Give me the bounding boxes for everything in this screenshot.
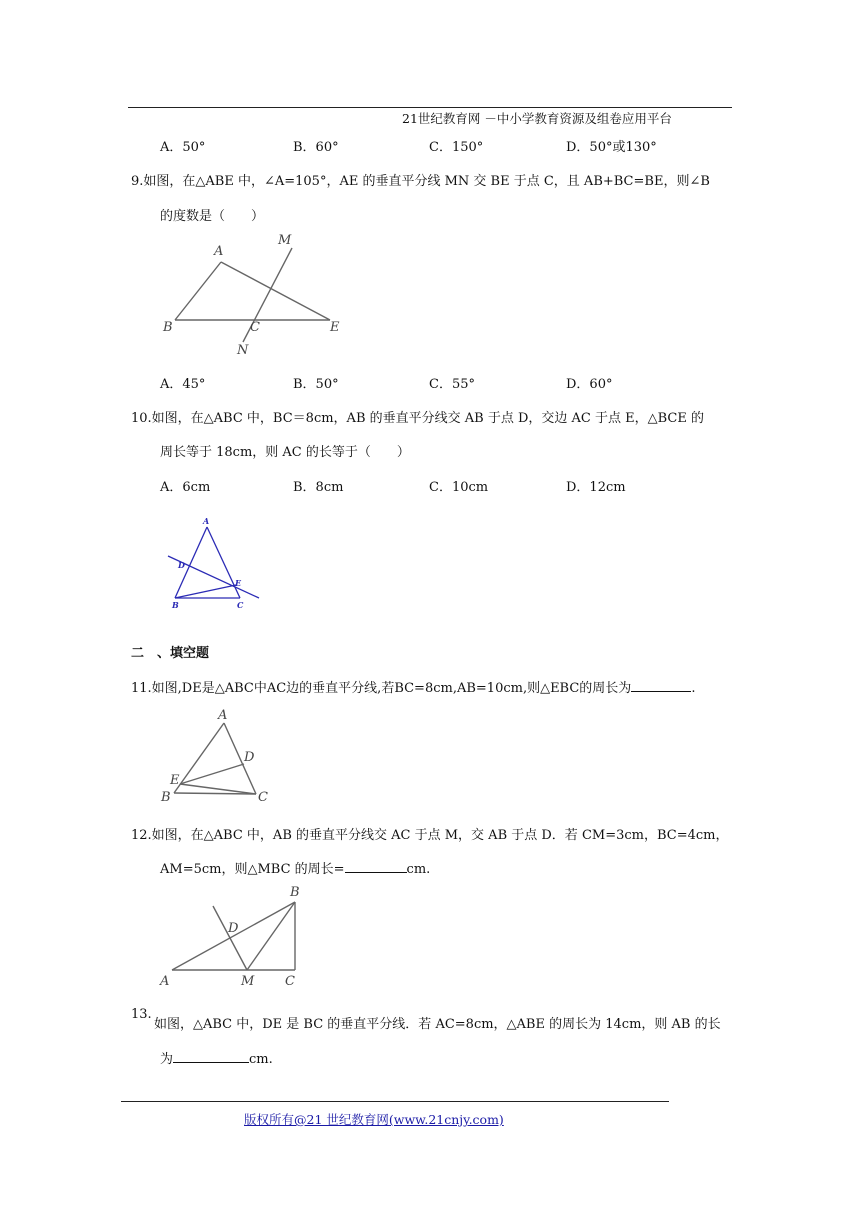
q10-stem-line1: 10.如图，在△ABC 中，BC＝8cm，AB 的垂直平分线交 AB 于点 D，交边 AC 于点 E，△BCE 的 bbox=[131, 411, 704, 426]
q11-segment-ab bbox=[174, 723, 224, 793]
q12-answer-blank[interactable] bbox=[345, 860, 407, 873]
q9-label-m: M bbox=[278, 233, 292, 248]
q13-unit: cm. bbox=[249, 1052, 273, 1067]
q9-label-a: A bbox=[214, 244, 224, 259]
q9-label-c: C bbox=[250, 320, 260, 335]
q11-label-c: C bbox=[258, 790, 268, 805]
q12-segment-mb bbox=[247, 902, 295, 970]
q10-label-e: E bbox=[235, 578, 242, 588]
q9-label-n: N bbox=[237, 343, 249, 358]
q11-segment-de bbox=[180, 764, 244, 784]
q11-end: . bbox=[691, 681, 696, 696]
q8-option-a: A．50° bbox=[160, 140, 206, 155]
q12-label-b: B bbox=[290, 885, 300, 900]
q9-stem-line1: 9.如图，在△ABE 中，∠A=105°，AE 的垂直平分线 MN 交 BE 于点 C，且 AB+BC=BE，则∠B bbox=[131, 174, 710, 189]
q11-stem bbox=[131, 677, 695, 696]
q10-segment-be bbox=[175, 585, 236, 598]
q9-option-a: A．45° bbox=[160, 377, 206, 392]
q9-figure bbox=[158, 230, 358, 360]
q11-label-a: A bbox=[218, 708, 228, 723]
q13-stem-line1: 如图，△ABC 中，DE 是 BC 的垂直平分线．若 AC=8cm，△ABE 的周长为 14cm，则 AB 的长 bbox=[154, 1017, 721, 1032]
q10-label-b: B bbox=[172, 600, 179, 610]
q11-text: 11.如图,DE是△ABC中AC边的垂直平分线,若BC=8cm,AB=10cm,则△EBC的周长为 bbox=[131, 681, 632, 696]
q11-answer-blank[interactable] bbox=[631, 679, 691, 692]
q12-perp-bisector bbox=[213, 906, 247, 970]
q12-figure bbox=[158, 884, 318, 994]
q11-segment-bc bbox=[174, 793, 256, 794]
q10-stem-line2: 周长等于 18cm，则 AC 的长等于（ ） bbox=[160, 445, 410, 460]
q9-segment-ab bbox=[175, 262, 221, 320]
q11-label-e: E bbox=[170, 773, 180, 788]
q10-option-b: B．8cm bbox=[293, 480, 344, 495]
q10-figure bbox=[160, 514, 265, 612]
q9-stem-line2: 的度数是（ ） bbox=[160, 209, 265, 224]
q8-option-b: B．60° bbox=[293, 140, 339, 155]
q10-option-a: A．6cm bbox=[160, 480, 211, 495]
q9-segment-ae bbox=[221, 262, 330, 320]
q9-option-b: B．50° bbox=[293, 377, 339, 392]
q9-label-e: E bbox=[330, 320, 340, 335]
q9-label-b: B bbox=[163, 320, 173, 335]
q12-unit: cm. bbox=[406, 862, 431, 877]
q9-option-d: D．60° bbox=[566, 377, 613, 392]
q11-figure bbox=[158, 706, 278, 806]
q13-answer-blank[interactable] bbox=[173, 1050, 249, 1063]
q12-stem-line2 bbox=[160, 858, 430, 877]
q13-number: 13. bbox=[131, 1007, 152, 1022]
q12-stem-line1: 12.如图，在△ABC 中，AB 的垂直平分线交 AC 于点 M，交 AB 于点 D．若 CM=3cm，BC=4cm， bbox=[131, 828, 729, 843]
q11-segment-ec bbox=[180, 784, 256, 794]
q12-label-a: A bbox=[160, 974, 170, 989]
q13-stem-line2 bbox=[160, 1048, 273, 1067]
q12-segment-ab bbox=[172, 902, 295, 970]
header-platform: 21世纪教育网 －中小学教育资源及组卷应用平台 bbox=[402, 111, 672, 126]
section-2-title: 二 、填空题 bbox=[131, 646, 210, 661]
q11-label-b: B bbox=[161, 790, 171, 805]
q10-label-c: C bbox=[237, 600, 244, 610]
q10-label-d: D bbox=[178, 560, 185, 570]
q12-text: AM=5cm，则△MBC 的周长= bbox=[160, 862, 345, 877]
q13-text: 为 bbox=[160, 1052, 174, 1067]
q12-label-d: D bbox=[228, 921, 239, 936]
q10-option-c: C．10cm bbox=[429, 480, 489, 495]
header-rule bbox=[128, 107, 732, 108]
q8-option-d: D．50°或130° bbox=[566, 140, 657, 155]
q8-option-c: C．150° bbox=[429, 140, 484, 155]
q11-label-d: D bbox=[244, 750, 255, 765]
q10-label-a: A bbox=[203, 516, 210, 526]
q12-label-m: M bbox=[241, 974, 255, 989]
q10-option-d: D．12cm bbox=[566, 480, 626, 495]
q12-label-c: C bbox=[285, 974, 295, 989]
footer-rule bbox=[121, 1101, 669, 1102]
footer-copyright-link[interactable]: 版权所有@21 世纪教育网(www.21cnjy.com) bbox=[244, 1112, 504, 1127]
q9-option-c: C．55° bbox=[429, 377, 475, 392]
